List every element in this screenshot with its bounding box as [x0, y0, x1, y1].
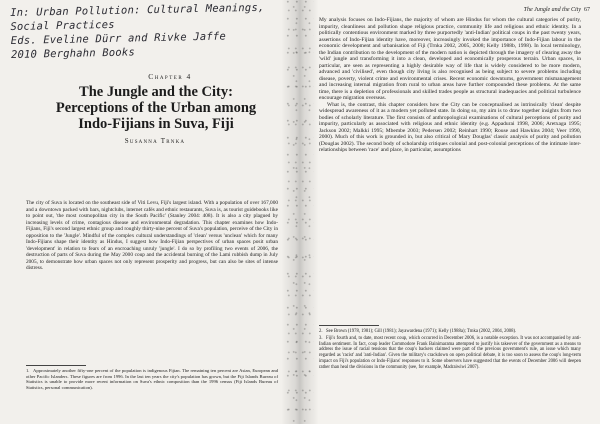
running-head	[470, 7, 590, 13]
chapter-title-line: Indo-Fijians in Suva, Fiji	[78, 116, 234, 132]
footnote	[26, 368, 278, 391]
running-head-title: The Jungle and the City	[523, 7, 581, 13]
footnote	[319, 329, 581, 335]
handnote-line: In: Urban Pollution: Cultural Meanings,	[10, 1, 265, 19]
body-paragraph: What is, the contrast, this chapter considers how the City can be conceptualised as intrinsically 'clean' despite widespread awareness of it as a modern yet polluted state. In doing so, my aim is to draw together insights from two bodies of scholarly literature. The first consists of anthropological examinations of cultural perceptions of purity and impurity, particularly as associated with religious and ethnic identity (e.g. Appadurai 1998, 2006; Aretxaga 1995; Jackson 2002; Malkki 1995; Mbembe 2003; Pedersen 2002; Reinhart 1990; Rouse and Hawkins 2004; Veer 1990, 2000). Much of this work is grounded in, but also critical of Mary Douglas' classic analysis of purity and pollution (Douglas 2002). The second body of scholarship critiques colonial and post-colonial perceptions of the intimate inter-relationships between 'race' and place, in particular, assumptions	[319, 101, 581, 153]
chapter-title-line: Perceptions of the Urban among	[55, 100, 257, 116]
handwritten-citation-note	[10, 1, 265, 62]
footnote-number: 2.	[319, 329, 323, 334]
footnote-text: See Brown (1978, 1981); Gill (1981); Jayawardena (1971); Kelly (1988a); Trnka (2002, 2004, 2008).	[326, 329, 517, 334]
chapter-label: Chapter 4	[148, 72, 192, 81]
body-paragraph: My analysis focuses on Indo-Fijians, the majority of whom are Hindus for whom the cultural categories of purity, impurity, cleanliness and pollution shape religious practice, community life and religious and ethnic identity. In a politically contentious environment marked by three purportedly 'anti-Indian' political coups in the past twenty years, assertions of Indo-Fijian identity have, moreover, increasingly invoked the importance of Indo-Fijian labour in the economic development and urbanisation of Fiji (Trnka 2002, 2005, 2008; Kelly 1988b, 1998). In local terminology, the Indian contribution to the development of the modern nation is depicted through the imagery of clearing away the 'wild' jungle and transforming it into a clean, developed and economically prosperous terrain. Urban spaces, in particular, are seen as representing a highly desirable way of life that is widely considered to be more modern, advanced and 'civilised', even though city living is also recognised as being subject to severe problems including disease, poverty, violent crime and environmental crises. Recent economic downturns, government mismanagement and increasing internal migration from rural to urban areas have further compounded these problems. At the same time, there is a depletion of professionals and skilled trades people as structural inadequacies and political turbulence encourage migration overseas.	[319, 17, 581, 101]
footnote-text: Fiji's fourth and, to date, most recent coup, which occurred in December 2006, is a notable exception. It was not accompanied by anti-Indian sentiment. In fact, coup leader Commodore Frank Bainimarama attempted to justify his takeover of the government as a means to address the issue of racial tensions that the coup's backers claimed were part of the previous government's rule, an issue which many regarded as 'racist' and 'anti-Indian'. Given the military's crackdown on open political debate, it is too soon to assess the coup's long-term impact on Fiji's population or Indo-Fijians' responses to it. Some observers have suggested that the events of December 2006 will deepen rather than heal the divisions in the community (see, for example, Madraiwiwi 2007).	[319, 335, 581, 370]
footnote	[319, 336, 581, 371]
handnote-line: 2010 Berghahn Books	[10, 46, 136, 61]
chapter-title-line: The Jungle and the City:	[79, 84, 233, 100]
footnote-number: 3.	[319, 335, 323, 341]
chapter-author: Susanna Trnka	[124, 137, 186, 145]
footnote-number: 1.	[26, 368, 30, 373]
handnote-line: Eds. Eveline Dürr and Rivke Jaffe	[10, 30, 227, 47]
footnote-text: Approximately another fifty-one percent of the population is indigenous Fijian. The remaining ten percent are Asian, European and other Pacific Islanders. These figures are from 1996. In the last ten years the city's population has grown, but the Fiji Islands Bureau of Statistics is unable to provide more recent information on Suva's ethnic composition than the 1996 census (Fiji Islands Bureau of Statistics, personal communication).	[26, 368, 278, 390]
right-body-text	[319, 17, 581, 154]
right-footnotes	[319, 329, 581, 372]
chapter-title	[46, 84, 266, 132]
handnote-line: Social Practices	[10, 18, 115, 33]
footnote-rule	[26, 365, 86, 366]
page-number: 67	[584, 7, 590, 13]
left-footnotes	[26, 368, 278, 392]
body-paragraph: The city of Suva is located on the southeast side of Viti Levu, Fiji's largest island. With a population of over 167,000 and a downtown packed with bars, nightclubs, internet cafés and ethnic restaurants, Suva is, as tourist guidebooks like to point out, 'the most cosmopolitan city in the South Pacific' (Stanley 2004: 408). It is also a city plagued by increasing levels of crime, contagious disease and environmental degradation. This chapter examines how Indo-Fijians, Fiji's second largest ethnic group and roughly thirty-nine percent of Suva's population, perceive of the City in opposition to the 'Jungle'. Mindful of the complex cultural understandings of 'clean' versus 'unclean' which for many Indo-Fijians shape their identity as Hindus, I suggest how Indo-Fijian perspectives of urban spaces posit urban 'development' in relation to fears of an encroaching unruly 'jungle'. I do so by profiling two events of 2006, the destruction of parts of Suva during the May 2000 coup and the accidental burning of the Lami rubbish dump in July 2005, to demonstrate how urban spaces not only represent prosperity and progress, but can also be sites of intense distress.	[26, 200, 278, 272]
left-body-text	[26, 200, 278, 272]
footnote-rule	[319, 325, 379, 326]
